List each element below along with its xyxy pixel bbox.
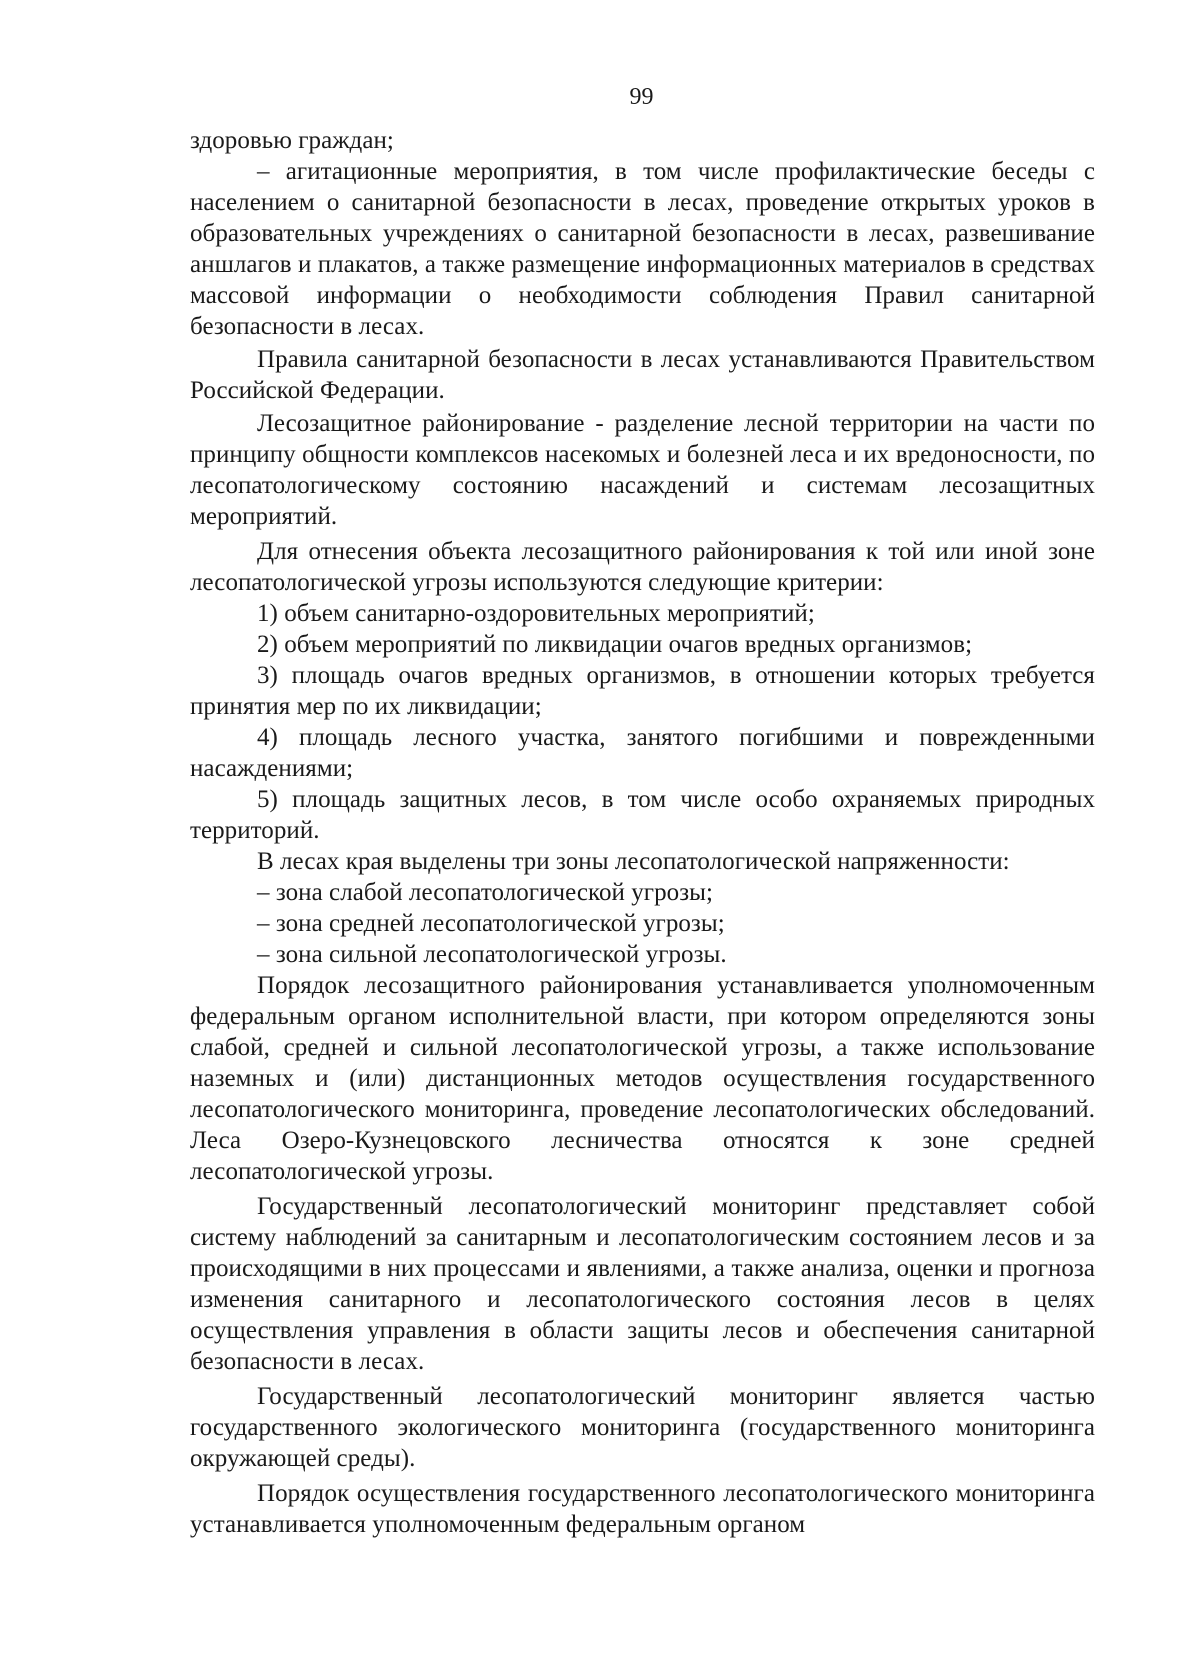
paragraph: – агитационные мероприятия, в том числе профилактические беседы с населением о санитарной безопасности в лесах, проведение открытых уроков в образовательных учреждениях о санитарной безопасности в лесах, развешивание аншлагов и плакатов, а также размещение информационных материалов в средствах массовой информации о необходимости соблюдения Правил санитарной безопасности в лесах.	[190, 158, 1095, 340]
paragraph: Государственный лесопатологический мониторинг представляет собой систему наблюдений за санитарным и лесопатологическим состоянием лесов и за происходящими в них процессами и явлениями, а также анализа, оценки и прогноза изменения санитарного и лесопатологического состояния лесов в целях осуществления управления в области защиты лесов и обеспечения санитарной безопасности в лесах.	[190, 1193, 1095, 1375]
paragraph: Порядок осуществления государственного лесопатологического мониторинга устанавливается уполномоченным федеральным органом	[190, 1480, 1095, 1538]
page-number: 99	[629, 84, 654, 110]
list-item: – зона сильной лесопатологической угрозы.	[257, 941, 727, 968]
paragraph: Государственный лесопатологический мониторинг является частью государственного экологического мониторинга (государственного мониторинга окружающей среды).	[190, 1383, 1095, 1472]
list-item: 3) площадь очагов вредных организмов, в отношении которых требуется принятия мер по их ликвидации;	[190, 662, 1095, 720]
document-body	[190, 125, 1095, 1540]
list-item: – зона слабой лесопатологической угрозы;	[257, 879, 713, 906]
list-item: – зона средней лесопатологической угрозы;	[257, 910, 725, 937]
list-item: 1) объем санитарно-оздоровительных мероприятий;	[257, 600, 815, 627]
list-item: 2) объем мероприятий по ликвидации очагов вредных организмов;	[257, 631, 973, 658]
paragraph: Лесозащитное районирование - разделение лесной территории на части по принципу общности комплексов насекомых и болезней леса и их вредоносности, по лесопатологическому состоянию насаждений и системам лесозащитных мероприятий.	[190, 410, 1095, 530]
list-item: 5) площадь защитных лесов, в том числе особо охраняемых природных территорий.	[190, 786, 1095, 844]
paragraph: здоровью граждан;	[190, 127, 394, 154]
list-item: 4) площадь лесного участка, занятого погибшими и поврежденными насаждениями;	[190, 724, 1095, 782]
paragraph: Правила санитарной безопасности в лесах устанавливаются Правительством Российской Федерации.	[190, 346, 1095, 404]
paragraph: В лесах края выделены три зоны лесопатологической напряженности:	[257, 848, 1010, 875]
paragraph: Порядок лесозащитного районирования устанавливается уполномоченным федеральным органом исполнительной власти, при котором определяются зоны слабой, средней и сильной лесопатологической угрозы, а также использование наземных и (или) дистанционных методов осуществления государственного лесопатологического мониторинга, проведение лесопатологических обследований. Леса Озеро-Кузнецовского лесничества относятся к зоне средней лесопатологической угрозы.	[190, 972, 1095, 1185]
paragraph: Для отнесения объекта лесозащитного районирования к той или иной зоне лесопатологической угрозы используются следующие критерии:	[190, 538, 1095, 596]
